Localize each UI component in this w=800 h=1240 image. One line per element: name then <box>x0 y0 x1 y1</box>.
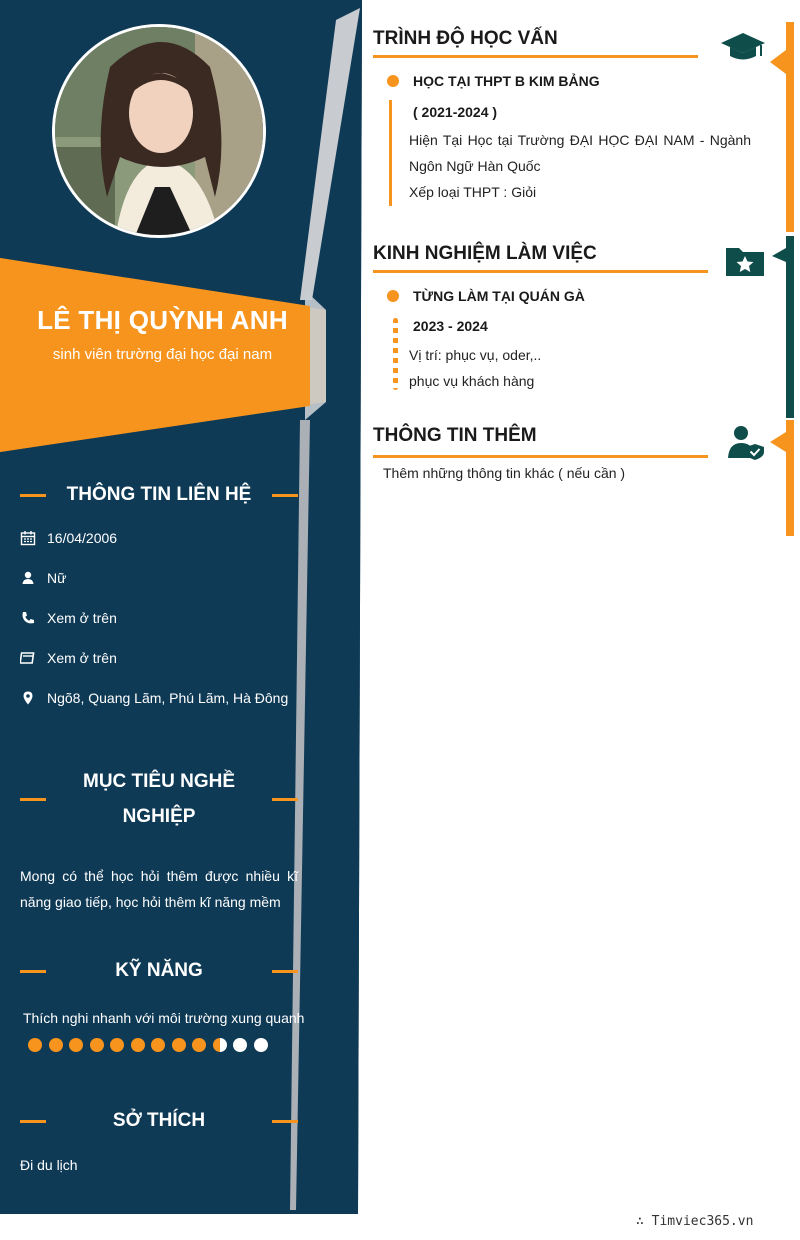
header-dash-right <box>272 1120 298 1123</box>
phone-icon <box>20 610 36 626</box>
rating-dot-filled <box>192 1038 206 1052</box>
profile-photo <box>52 24 266 238</box>
contact-address <box>20 690 310 706</box>
email-icon <box>20 650 36 666</box>
contact-section-header <box>20 484 298 506</box>
experience-line2: phục vụ khách hàng <box>409 373 535 389</box>
education-bullet <box>387 75 399 87</box>
experience-period: 2023 - 2024 <box>413 318 488 334</box>
job-subtitle: sinh viên trường đại học đại nam <box>52 346 273 363</box>
skills-section-title: KỸ NĂNG <box>115 960 203 981</box>
experience-line1: Vị trí: phục vụ, oder,.. <box>409 347 542 363</box>
rating-dot-empty <box>254 1038 268 1052</box>
hobbies-text: Đi du lịch <box>20 1157 78 1173</box>
experience-place: TỪNG LÀM TẠI QUÁN GÀ <box>413 288 585 304</box>
rating-dot-filled <box>28 1038 42 1052</box>
hobbies-section-title: SỞ THÍCH <box>112 1110 206 1131</box>
skill-name: Thích nghi nhanh với môi trường xung quanh <box>23 1010 305 1026</box>
rating-dot-empty <box>233 1038 247 1052</box>
skills-section-header <box>20 960 298 982</box>
header-dash-right <box>272 970 298 973</box>
education-school: HỌC TẠI THPT B KIM BẢNG <box>413 73 600 89</box>
rating-dot-filled <box>49 1038 63 1052</box>
extra-text: Thêm những thông tin khác ( nếu cần ) <box>383 465 626 481</box>
address-value: Ngõ8, Quang Lãm, Phú Lãm, Hà Đông <box>47 690 289 706</box>
rating-dot-filled <box>151 1038 165 1052</box>
education-section-title: TRÌNH ĐỘ HỌC VẤN <box>373 28 558 49</box>
rating-dot-filled <box>90 1038 104 1052</box>
full-name: LÊ THỊ QUỲNH ANH <box>37 305 288 335</box>
rating-dot-filled <box>69 1038 83 1052</box>
experience-timeline <box>393 318 398 390</box>
contact-gender <box>20 570 310 586</box>
experience-bullet <box>387 290 399 302</box>
birthdate-value: 16/04/2006 <box>47 530 118 546</box>
skill-rating <box>28 1038 268 1052</box>
hobbies-section-header <box>20 1110 298 1132</box>
contact-section-title: THÔNG TIN LIÊN HỆ <box>66 484 252 505</box>
location-icon <box>20 690 36 706</box>
email-value: Xem ở trên <box>47 650 117 666</box>
header-dash-left <box>20 494 46 497</box>
name-block <box>0 305 325 363</box>
education-underline <box>373 55 698 58</box>
photo-illustration <box>55 27 266 238</box>
education-line3: Xếp loại THPT : Giỏi <box>409 184 537 200</box>
folder-star-icon <box>724 242 766 278</box>
contact-phone <box>20 610 310 626</box>
extra-underline <box>373 455 708 458</box>
education-line1: Hiện Tại Học tại Trường ĐẠI HỌC ĐẠI NAM - Ngành <box>409 132 751 148</box>
phone-value: Xem ở trên <box>47 610 117 626</box>
extra-section-title: THÔNG TIN THÊM <box>373 425 537 446</box>
header-dash-left <box>20 798 46 801</box>
header-dash-right <box>272 798 298 801</box>
education-timeline <box>389 100 392 206</box>
objective-section-title <box>46 764 272 834</box>
education-period: ( 2021-2024 ) <box>413 104 498 120</box>
header-dash-right <box>272 494 298 497</box>
objective-title-line1: MỤC TIÊU NGHỀ <box>83 771 235 792</box>
rating-dot-filled <box>131 1038 145 1052</box>
contact-email <box>20 650 310 666</box>
experience-section-title: KINH NGHIỆM LÀM VIỆC <box>373 243 597 264</box>
objective-title-line2: NGHIỆP <box>122 806 196 827</box>
experience-underline <box>373 270 708 273</box>
person-check-icon <box>726 424 766 460</box>
rating-dot-filled <box>172 1038 186 1052</box>
objective-section-header <box>20 764 298 834</box>
objective-text: Mong có thể học hỏi thêm được nhiều kĩ năng giao tiếp, học hỏi thêm kĩ năng mềm <box>20 868 298 910</box>
rating-dot-half <box>213 1038 227 1052</box>
gender-value: Nữ <box>47 570 67 586</box>
header-dash-left <box>20 970 46 973</box>
calendar-icon <box>20 530 36 546</box>
contact-birthdate <box>20 530 310 546</box>
footer-brand[interactable]: ∴ Timviec365.vn <box>636 1214 754 1229</box>
education-line2: Ngôn Ngữ Hàn Quốc <box>409 158 541 174</box>
person-icon <box>20 570 36 586</box>
header-dash-left <box>20 1120 46 1123</box>
rating-dot-filled <box>110 1038 124 1052</box>
graduation-cap-icon <box>720 30 766 64</box>
